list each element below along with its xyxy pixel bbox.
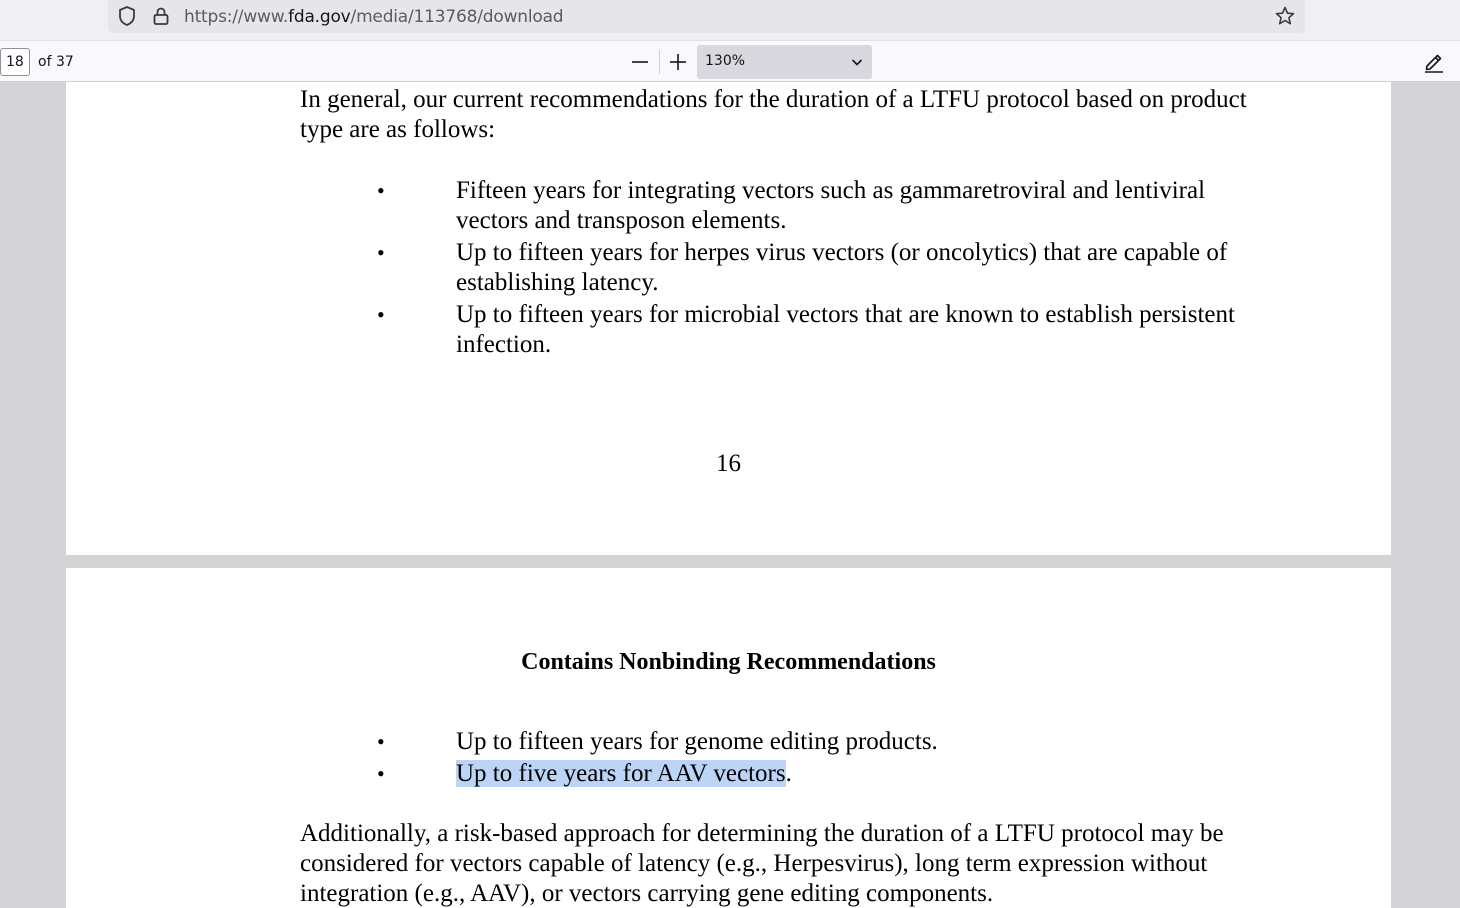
bullet-marker: • bbox=[377, 761, 385, 786]
page-number-input[interactable]: 18 bbox=[0, 48, 30, 76]
bookmark-star-icon[interactable] bbox=[1274, 5, 1296, 27]
bullet-marker: • bbox=[377, 729, 385, 754]
shield-icon[interactable] bbox=[116, 5, 138, 27]
page-count-label: of 37 bbox=[38, 54, 74, 70]
page-number-footer: 16 bbox=[716, 450, 741, 477]
selected-text[interactable]: Up to five years for AAV vectors bbox=[456, 760, 786, 787]
pdf-toolbar bbox=[0, 40, 1460, 82]
list-item: Up to fifteen years for herpes virus vectors (or oncolytics) that are capable of establishing latency. bbox=[456, 239, 1228, 296]
list-item-suffix: . bbox=[785, 760, 792, 787]
url-bar[interactable] bbox=[108, 0, 1305, 33]
page-header: Contains Nonbinding Recommendations bbox=[521, 649, 936, 675]
list-item bbox=[456, 759, 1276, 789]
pdf-page-17 bbox=[66, 568, 1391, 908]
list-item: Up to fifteen years for genome editing products. bbox=[456, 728, 938, 755]
draw-pen-icon[interactable] bbox=[1422, 50, 1446, 74]
list-item: Fifteen years for integrating vectors such as gammaretroviral and lentiviral vectors and transposon elements. bbox=[456, 177, 1206, 234]
bullet-marker: • bbox=[377, 302, 385, 327]
zoom-value: 130% bbox=[705, 53, 746, 69]
url-text[interactable] bbox=[184, 7, 563, 27]
pdf-viewer[interactable] bbox=[0, 82, 1460, 908]
zoom-out-icon[interactable] bbox=[628, 50, 652, 74]
zoom-select[interactable] bbox=[697, 45, 872, 79]
lock-icon[interactable] bbox=[150, 5, 172, 27]
url-host: fda.gov bbox=[288, 7, 351, 27]
pdf-page-16 bbox=[66, 82, 1391, 555]
list-item: Up to fifteen years for microbial vectors that are known to establish persistent infection. bbox=[456, 301, 1235, 358]
intro-paragraph: In general, our current recommendations for the duration of a LTFU protocol based on product type are as follows: bbox=[300, 86, 1247, 143]
toolbar-separator bbox=[659, 50, 660, 74]
bullet-marker: • bbox=[377, 178, 385, 203]
url-prefix: https://www. bbox=[184, 7, 289, 27]
bullet-marker: • bbox=[377, 240, 385, 265]
zoom-in-icon[interactable] bbox=[666, 50, 690, 74]
closing-paragraph: Additionally, a risk-based approach for determining the duration of a LTFU protocol may be considered for vectors capable of latency (e.g., Herpesvirus), long term expression without integration (e.g., AAV), or vectors carrying gene editing components. bbox=[300, 820, 1224, 907]
url-path: /media/113768/download bbox=[350, 7, 564, 27]
chevron-down-icon bbox=[850, 55, 864, 69]
